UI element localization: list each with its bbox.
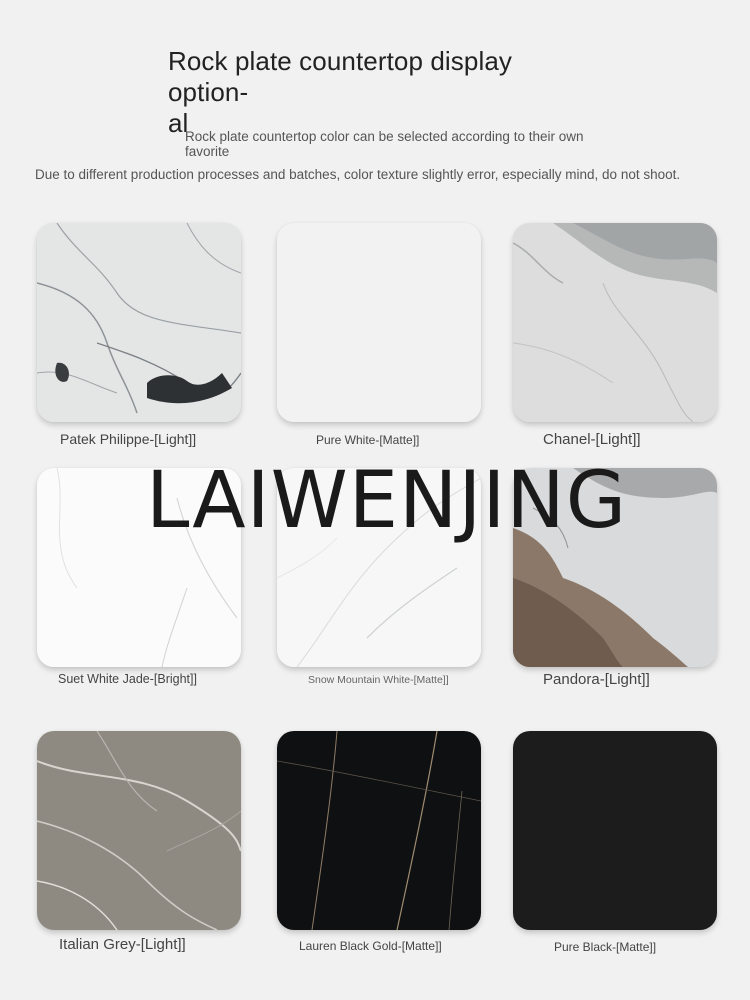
- swatch-label-snow-mountain-white: Snow Mountain White-[Matte]]: [308, 674, 449, 686]
- swatch-pure-black[interactable]: [513, 731, 717, 930]
- solid-texture-image: [277, 223, 481, 422]
- swatch-label-lauren-black-gold: Lauren Black Gold-[Matte]]: [299, 939, 442, 953]
- swatch-label-pure-black: Pure Black-[Matte]]: [554, 940, 657, 954]
- swatch-pandora[interactable]: [513, 468, 717, 667]
- swatch-italian-grey[interactable]: [37, 731, 241, 930]
- marble-texture-image: [513, 468, 717, 667]
- swatch-label-pandora: Pandora-[Light]]: [543, 671, 650, 688]
- swatch-label-pure-white: Pure White-[Matte]]: [316, 433, 420, 447]
- marble-texture-image: [513, 223, 717, 422]
- swatch-label-suet-white-jade: Suet White Jade-[Bright]]: [58, 672, 197, 686]
- swatch-suet-white-jade[interactable]: [37, 468, 241, 667]
- page-title: Rock plate countertop display option- al: [168, 46, 512, 138]
- swatch-label-chanel: Chanel-[Light]]: [543, 431, 641, 448]
- marble-texture-image: [37, 731, 241, 930]
- swatch-label-italian-grey: Italian Grey-[Light]]: [59, 936, 186, 953]
- marble-texture-image: [37, 223, 241, 422]
- swatch-lauren-black-gold[interactable]: [277, 731, 481, 930]
- marble-texture-image: [37, 468, 241, 667]
- marble-texture-image: [277, 468, 481, 667]
- page-subtitle: Rock plate countertop color can be selected according to their own favorite: [185, 129, 584, 159]
- swatch-snow-mountain-white[interactable]: [277, 468, 481, 667]
- swatch-patek-philippe[interactable]: [37, 223, 241, 422]
- swatch-chanel[interactable]: [513, 223, 717, 422]
- swatch-pure-white[interactable]: [277, 223, 481, 422]
- swatch-label-patek-philippe: Patek Philippe-[Light]]: [60, 431, 197, 447]
- disclaimer-note: Due to different production processes and batches, color texture slightly error, especially mind, do not shoot.: [35, 167, 681, 182]
- marble-texture-image: [277, 731, 481, 930]
- solid-texture-image: [513, 731, 717, 930]
- watermark-text: LAIWENJING: [146, 456, 628, 546]
